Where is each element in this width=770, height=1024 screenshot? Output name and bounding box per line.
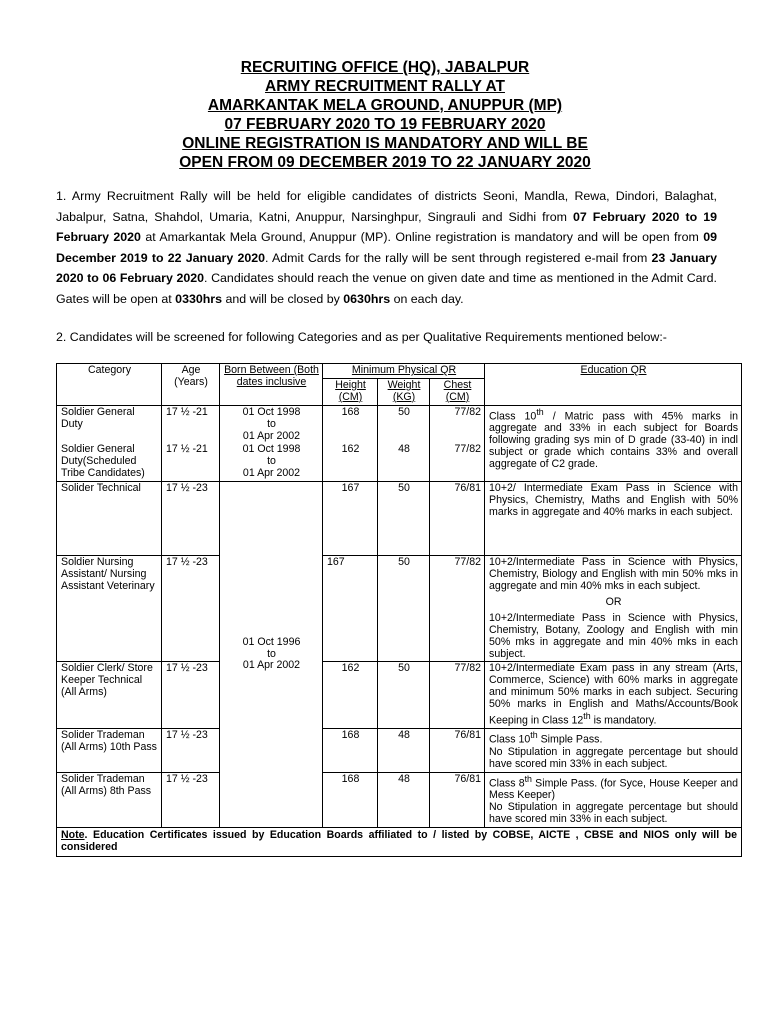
row2-weight: 48 xyxy=(378,443,430,481)
header-height: Height (CM) xyxy=(323,378,378,405)
row2-category: Soldier General Duty(Scheduled Tribe Candidates) xyxy=(57,443,162,481)
row4-age: 17 ½ -23 xyxy=(162,556,220,662)
row1-category: Soldier General Duty xyxy=(57,405,162,443)
note-text: . Education Certificates issued by Education Boards affiliated to / listed by COBSE, AICTE , CBSE and NIOS only will be considered xyxy=(61,828,738,853)
para1-text-4: . Candidates should reach the venue on given date and time as mentioned in the Admit Card. Gates will be open at xyxy=(56,271,718,306)
row3-age: 17 ½ -23 xyxy=(162,482,220,556)
para1-text-1: 1. Army Recruitment Rally will be held for eligible candidates of districts Seoni, Mandla, Rewa, Dindori, Balaghat, Jabalpur, Satna, Shahdol, Umaria, Katni, Anuppur, Narsinghpur, Singrauli and Sidhi from xyxy=(56,189,717,224)
para1-text-3: . Admit Cards for the rally will be sent through registered e-mail from xyxy=(265,250,652,265)
row6-age: 17 ½ -23 xyxy=(162,729,220,772)
row6-category: Solider Trademan (All Arms) 10th Pass xyxy=(57,729,162,772)
para1-text-2: at Amarkantak Mela Ground, Anuppur (MP). Online registration is mandatory and will be open from xyxy=(140,230,704,244)
row7-age: 17 ½ -23 xyxy=(162,772,220,827)
row6-chest: 76/81 xyxy=(430,729,485,772)
edu-trademan-10th: Class 10th Simple Pass. No Stipulation in aggregate percentage but should have scored min 33% in each subject. xyxy=(485,729,742,772)
edu-technical: 10+2/ Intermediate Exam Pass in Science with Physics, Chemistry, Maths and English with 50% marks in aggregate and 40% marks in each subject. xyxy=(485,482,742,556)
title-line-3: AMARKANTAK MELA GROUND, ANUPPUR (MP) xyxy=(207,97,563,114)
edu-trademan-8th: Class 8th Simple Pass. (for Syce, House Keeper and Mess Keeper) No Stipulation in aggregate percentage but should have scored min 33% in each subject. xyxy=(485,772,742,827)
document-title xyxy=(0,58,770,172)
row6-weight: 48 xyxy=(378,729,430,772)
table-row xyxy=(57,405,742,443)
row3-chest: 76/81 xyxy=(430,482,485,556)
header-category: Category xyxy=(57,364,162,406)
para1-text-5: and will be closed by xyxy=(222,291,344,306)
row1-height: 168 xyxy=(323,405,378,443)
table-row xyxy=(57,772,742,827)
row4-chest: 77/82 xyxy=(430,556,485,662)
title-line-5: ONLINE REGISTRATION IS MANDATORY AND WILL BE xyxy=(182,135,588,152)
row3-height: 167 xyxy=(323,482,378,556)
header-education: Education QR xyxy=(485,364,742,406)
row7-category: Solider Trademan (All Arms) 8th Pass xyxy=(57,772,162,827)
table-note-row xyxy=(57,827,742,856)
header-chest: Chest (CM) xyxy=(430,378,485,405)
para1-admit-card-dates: 23 January 2020 to 06 February 2020 xyxy=(56,250,718,285)
born-range-shared: 01 Oct 1996 to 01 Apr 2002 xyxy=(220,482,323,828)
table-row xyxy=(57,482,742,556)
table-row xyxy=(57,662,742,729)
row4-height: 167 xyxy=(323,556,378,662)
title-line-1: RECRUITING OFFICE (HQ), JABALPUR xyxy=(240,59,530,76)
paragraph-2: 2. Candidates will be screened for following Categories and as per Qualitative Requirements mentioned below:- xyxy=(56,330,667,344)
para1-gate-open-time: 0330hrs xyxy=(175,291,223,306)
row3-weight: 50 xyxy=(378,482,430,556)
title-line-6: OPEN FROM 09 DECEMBER 2019 TO 22 JANUARY 2020 xyxy=(179,154,591,171)
paragraph-1 xyxy=(56,186,717,309)
header-minimum-physical: Minimum Physical QR xyxy=(323,364,485,379)
row7-height: 168 xyxy=(323,772,378,827)
row5-height: 162 xyxy=(323,662,378,729)
para1-registration-dates: 09 December 2019 to 22 January 2020 xyxy=(56,230,717,265)
title-line-2: ARMY RECRUITMENT RALLY AT xyxy=(265,78,505,95)
row2-age: 17 ½ -21 xyxy=(162,443,220,481)
row1-born: 01 Oct 1998 to 01 Apr 2002 xyxy=(220,405,323,443)
row7-chest: 76/81 xyxy=(430,772,485,827)
header-born-between: Born Between (Both dates inclusive xyxy=(220,364,323,406)
row5-weight: 50 xyxy=(378,662,430,729)
note-label: Note xyxy=(61,828,85,841)
row5-age: 17 ½ -23 xyxy=(162,662,220,729)
para1-text-6: on each day. xyxy=(390,291,464,306)
edu-clerk: 10+2/Intermediate Exam pass in any stream (Arts, Commerce, Science) with 60% marks in aggregate and minimum 50% marks in each subject. Securing 50% marks in English and Maths/Accounts/Book Keeping in Class 12th is mandatory. xyxy=(485,662,742,729)
row2-chest: 77/82 xyxy=(430,443,485,481)
row1-chest: 77/82 xyxy=(430,405,485,443)
row4-weight: 50 xyxy=(378,556,430,662)
row2-born: 01 Oct 1998 to 01 Apr 2002 xyxy=(220,443,323,481)
row1-weight: 50 xyxy=(378,405,430,443)
edu-general-duty: Class 10th / Matric pass with 45% marks in aggregate and 33% in each subject for Boards following grading sys min of D grade (33-40) in indl subject or grade which contains 33% and overall aggregate of C2 grade. xyxy=(485,405,742,481)
row6-height: 168 xyxy=(323,729,378,772)
table-row xyxy=(57,556,742,662)
row5-category: Soldier Clerk/ Store Keeper Technical (All Arms) xyxy=(57,662,162,729)
header-age: Age (Years) xyxy=(162,364,220,406)
edu-nursing: 10+2/Intermediate Pass in Science with Physics, Chemistry, Biology and English with min 50% mks in aggregate and min 40% mks in each subject. OR 10+2/Intermediate Pass in Science with Physics, Chemistry, Botany, Zoology and English with min 50% mks in aggregate and min 40% mks in each subject. xyxy=(485,556,742,662)
title-line-4: 07 FEBRUARY 2020 TO 19 FEBRUARY 2020 xyxy=(224,116,546,133)
row4-category: Soldier Nursing Assistant/ Nursing Assistant Veterinary xyxy=(57,556,162,662)
row5-chest: 77/82 xyxy=(430,662,485,729)
para1-gate-close-time: 0630hrs xyxy=(343,291,391,306)
header-weight: Weight (KG) xyxy=(378,378,430,405)
table-note xyxy=(57,827,742,856)
table-row xyxy=(57,729,742,772)
para1-rally-dates: 07 February 2020 to 19 February 2020 xyxy=(56,209,717,244)
row7-weight: 48 xyxy=(378,772,430,827)
qualification-table xyxy=(56,363,742,857)
row2-height: 162 xyxy=(323,443,378,481)
row3-category: Solider Technical xyxy=(57,482,162,556)
row1-age: 17 ½ -21 xyxy=(162,405,220,443)
